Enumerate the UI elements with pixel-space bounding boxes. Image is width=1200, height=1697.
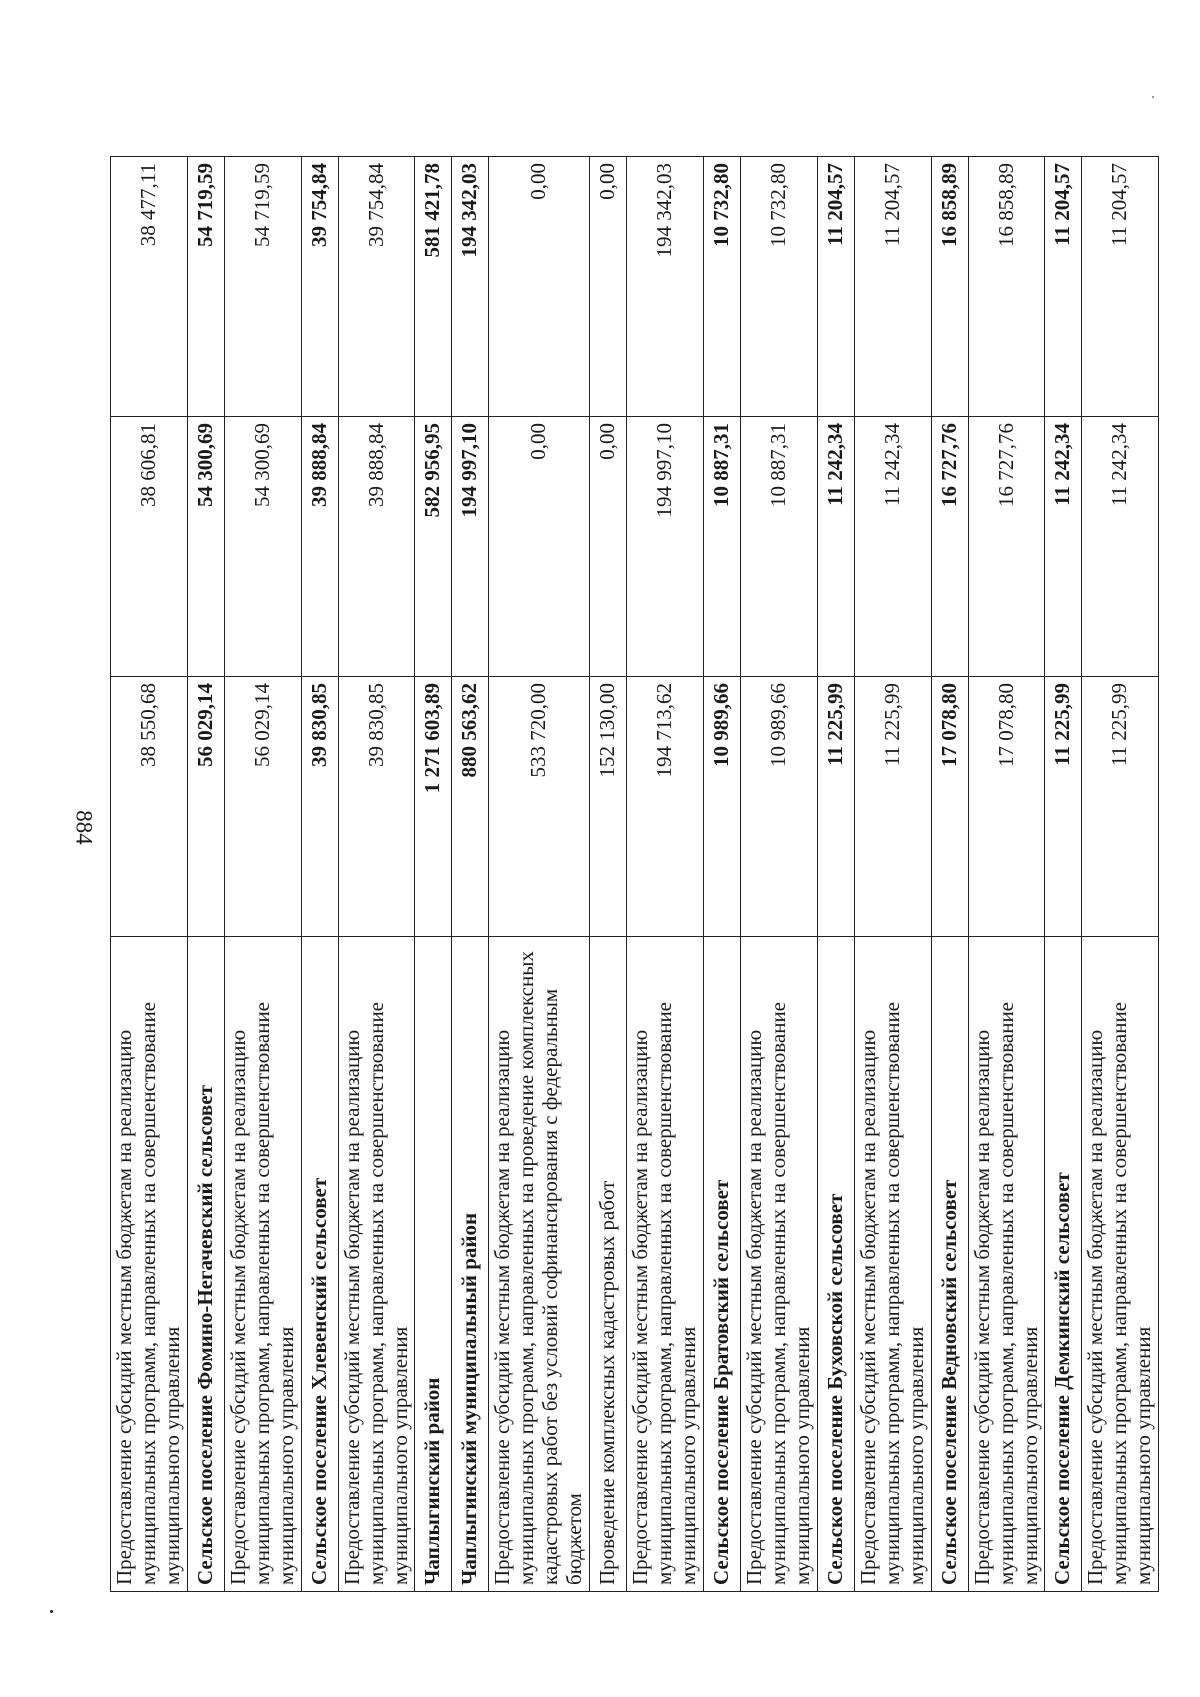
row-value-3: 581 421,78 — [415, 157, 452, 417]
row-value-3: 39 754,84 — [338, 157, 415, 417]
row-value-2: 39 888,84 — [338, 417, 415, 677]
row-value-1: 1 271 603,89 — [415, 677, 452, 937]
table-row — [627, 157, 704, 1592]
row-value-1: 17 078,80 — [968, 677, 1045, 937]
row-value-3: 194 342,03 — [452, 157, 489, 417]
row-value-1: 10 989,66 — [741, 677, 818, 937]
scan-speck — [1152, 96, 1154, 98]
row-value-3: 11 204,57 — [1045, 157, 1082, 417]
row-value-2: 0,00 — [489, 417, 590, 677]
row-value-1: 38 550,68 — [111, 677, 188, 937]
row-value-1: 11 225,99 — [1082, 677, 1159, 937]
row-value-1: 56 029,14 — [224, 677, 301, 937]
row-value-1: 152 130,00 — [590, 677, 627, 937]
table-row — [854, 157, 931, 1592]
row-value-3: 11 204,57 — [817, 157, 854, 417]
row-value-3: 54 719,59 — [224, 157, 301, 417]
row-value-3: 11 204,57 — [1082, 157, 1159, 417]
table-row — [704, 157, 741, 1592]
row-value-2: 194 997,10 — [627, 417, 704, 677]
row-value-1: 17 078,80 — [931, 677, 968, 937]
row-name: Чаплыгинский муниципальный район — [452, 937, 489, 1592]
row-name: Чаплыгинский район — [415, 937, 452, 1592]
row-value-3: 16 858,89 — [968, 157, 1045, 417]
row-name: Сельское поселение Буховской сельсовет — [817, 937, 854, 1592]
row-value-2: 10 887,31 — [704, 417, 741, 677]
table-row — [111, 157, 188, 1592]
budget-table — [110, 156, 1159, 1592]
row-name: Предоставление субсидий местным бюджетам на реализацию муниципальных программ, направленных на совершенствование муниципального управления — [627, 937, 704, 1592]
row-value-3: 10 732,80 — [704, 157, 741, 417]
row-value-2: 39 888,84 — [301, 417, 338, 677]
table-row — [187, 157, 224, 1592]
table-row — [301, 157, 338, 1592]
table-row — [489, 157, 590, 1592]
row-value-3: 194 342,03 — [627, 157, 704, 417]
row-name: Проведение комплексных кадастровых работ — [590, 937, 627, 1592]
row-value-2: 194 997,10 — [452, 417, 489, 677]
row-value-1: 39 830,85 — [338, 677, 415, 937]
row-value-3: 10 732,80 — [741, 157, 818, 417]
row-name: Предоставление субсидий местным бюджетам на реализацию муниципальных программ, направленных на совершенствование муниципального управления — [968, 937, 1045, 1592]
row-name: Предоставление субсидий местным бюджетам на реализацию муниципальных программ, направленных на совершенствование муниципального управления — [224, 937, 301, 1592]
table-row — [968, 157, 1045, 1592]
row-name: Предоставление субсидий местным бюджетам на реализацию муниципальных программ, направленных на совершенствование муниципального управления — [1082, 937, 1159, 1592]
row-value-3: 16 858,89 — [931, 157, 968, 417]
row-value-3: 0,00 — [489, 157, 590, 417]
row-value-2: 11 242,34 — [854, 417, 931, 677]
table-row — [452, 157, 489, 1592]
row-name: Предоставление субсидий местным бюджетам на реализацию муниципальных программ, направленных на совершенствование муниципального управления — [741, 937, 818, 1592]
row-name: Сельское поселение Фомино-Негачевский сельсовет — [187, 937, 224, 1592]
table-row — [224, 157, 301, 1592]
row-value-1: 880 563,62 — [452, 677, 489, 937]
row-value-2: 11 242,34 — [1082, 417, 1159, 677]
row-value-2: 54 300,69 — [187, 417, 224, 677]
row-value-3: 38 477,11 — [111, 157, 188, 417]
row-value-2: 0,00 — [590, 417, 627, 677]
row-name: Предоставление субсидий местным бюджетам на реализацию муниципальных программ, направленных на проведение комплексных кадастровых работ без условий софинансирования с федеральным бюджетом — [489, 937, 590, 1592]
table-row — [931, 157, 968, 1592]
table-row — [1045, 157, 1082, 1592]
row-value-2: 16 727,76 — [968, 417, 1045, 677]
row-value-3: 54 719,59 — [187, 157, 224, 417]
row-name: Предоставление субсидий местным бюджетам на реализацию муниципальных программ, направленных на совершенствование муниципального управления — [338, 937, 415, 1592]
row-value-2: 11 242,34 — [1045, 417, 1082, 677]
row-value-1: 11 225,99 — [1045, 677, 1082, 937]
table-row — [590, 157, 627, 1592]
table-row — [741, 157, 818, 1592]
table-row — [1082, 157, 1159, 1592]
table-row — [338, 157, 415, 1592]
row-value-2: 54 300,69 — [224, 417, 301, 677]
table-row — [817, 157, 854, 1592]
row-name: Предоставление субсидий местным бюджетам на реализацию муниципальных программ, направленных на совершенствование муниципального управления — [854, 937, 931, 1592]
scan-speck — [50, 1610, 53, 1613]
row-value-1: 10 989,66 — [704, 677, 741, 937]
row-value-2: 38 606,81 — [111, 417, 188, 677]
row-value-1: 56 029,14 — [187, 677, 224, 937]
rotated-table-container — [110, 157, 1156, 1592]
row-value-1: 194 713,62 — [627, 677, 704, 937]
row-value-2: 11 242,34 — [817, 417, 854, 677]
row-name: Предоставление субсидий местным бюджетам на реализацию муниципальных программ, направленных на совершенствование муниципального управления — [111, 937, 188, 1592]
row-value-1: 39 830,85 — [301, 677, 338, 937]
row-value-2: 582 956,95 — [415, 417, 452, 677]
row-value-1: 11 225,99 — [817, 677, 854, 937]
table-row — [415, 157, 452, 1592]
row-value-1: 11 225,99 — [854, 677, 931, 937]
page-number: 884 — [71, 810, 97, 845]
row-value-3: 11 204,57 — [854, 157, 931, 417]
row-name: Сельское поселение Демкинский сельсовет — [1045, 937, 1082, 1592]
row-value-1: 533 720,00 — [489, 677, 590, 937]
row-name: Сельское поселение Хлевенский сельсовет — [301, 937, 338, 1592]
row-value-3: 0,00 — [590, 157, 627, 417]
row-value-3: 39 754,84 — [301, 157, 338, 417]
row-name: Сельское поселение Ведновский сельсовет — [931, 937, 968, 1592]
row-value-2: 10 887,31 — [741, 417, 818, 677]
row-value-2: 16 727,76 — [931, 417, 968, 677]
row-name: Сельское поселение Братовский сельсовет — [704, 937, 741, 1592]
